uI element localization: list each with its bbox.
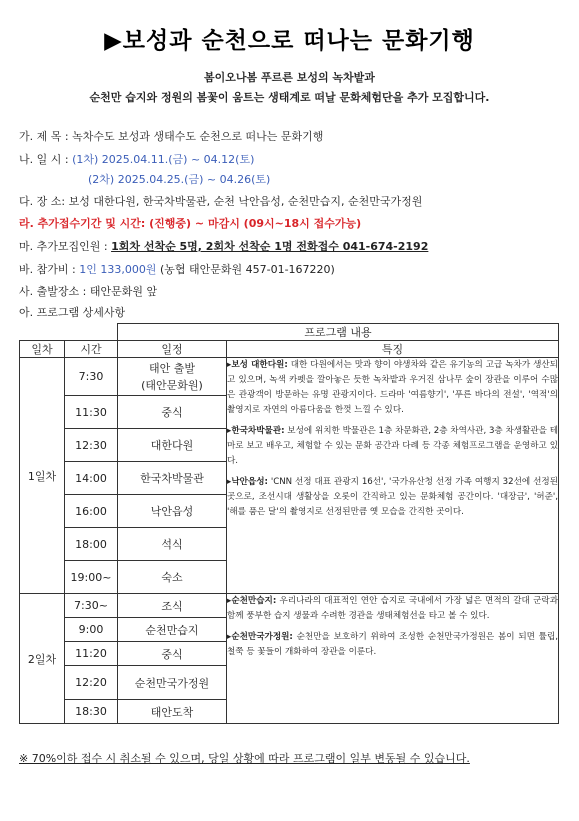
feature-tea-museum: ▸한국차박물관: 보성에 위치한 박물관은 1층 차문화관, 2층 차역사관, 3층 차생활관을 테마로 보고 배우고, 체험할 수 있는 문화 공간과 다례 등 각종 체험프로그램을 운영하고 있다. [227,426,559,466]
schedule-cell: 태안 출발 (태안문화원) [118,358,227,396]
info-date-row-2 [88,171,270,187]
time-cell: 7:30 [65,358,118,396]
time-cell: 19:00~ [65,561,118,594]
info-deadline-row: 라. 추가접수기간 및 시간: (진행중) ~ 마감시 (09시~18시 접수가능) [19,217,362,230]
time-cell: 14:00 [65,462,118,495]
info-title-value: 녹차수도 보성과 생태수도 순천으로 떠나는 문화기행 [72,130,324,143]
time-cell: 7:30~ [65,594,118,618]
info-recruit-value: 1회차 선착순 5명, 2회차 선착순 1명 전화접수 041-674-2192 [111,240,429,253]
info-recruit-label: 마. 추가모집인원 : [19,240,112,253]
col-feature-header: 특징 [227,341,559,358]
time-cell: 12:30 [65,429,118,462]
info-fee-label: 바. 참가비 : [19,263,80,276]
info-fee-row [19,261,335,277]
schedule-cell: 석식 [118,528,227,561]
schedule-cell: 조식 [118,594,227,618]
time-cell: 18:00 [65,528,118,561]
time-cell: 16:00 [65,495,118,528]
subtitle-line-2: 순천만 습지와 정원의 봄꽃이 움트는 생태계로 떠날 문화체험단을 추가 모집합니다. [89,91,490,104]
feature-naganeupseong: ▸낙안읍성: 'CNN 선정 대표 관광지 16선', '국가유산청 선정 가족 여행지 32선에 선정된 곳으로, 조선시대 생활상을 오롯이 간직하고 있는 문화체험 공간이다. '대장금', '허준', '해를 품은 달'의 촬영지로 선정된만큼 옛 모습을 간직한 곳이다. [227,477,559,517]
day1-label: 1일차 [20,358,65,594]
info-fee-price: 1인 133,000원 [79,263,157,276]
info-fee-account: (농협 태안문화원 457-01-167220) [156,263,335,276]
table-row [20,594,559,618]
schedule-cell: 중식 [118,642,227,666]
time-cell: 18:30 [65,700,118,724]
time-cell: 11:30 [65,396,118,429]
info-place-value: 보성 대한다원, 한국차박물관, 순천 낙안읍성, 순천만습지, 순천만국가정원 [68,195,423,208]
col-day-header: 일차 [20,341,65,358]
schedule-cell: 중식 [118,396,227,429]
feature-boseong: ▸보성 대한다원: 대한 다원에서는 맛과 향이 야생차와 같은 유기농의 고급 녹차가 생산되고 있으며, 녹색 카펫을 깔아놓은 듯한 녹차밭과 우거진 삼나무 숲이 장관을 이루어 수많은 관광객이 방문하는 유명 관광지이다. 드라마 '여름향기', '푸른 바다의 전설', '역적'의 촬영지로 자연의 아름다움을 한껏 느낄 수 있다. [227,360,559,415]
col-schedule-header: 일정 [118,341,227,358]
info-departure-row: 사. 출발장소 : 태안문화원 앞 [19,285,158,298]
info-date-label: 나. 일 시 : [19,153,73,166]
day1-features [227,358,559,594]
day2-features [227,594,559,724]
info-place-label: 다. 장 소: [19,195,69,208]
time-cell: 9:00 [65,618,118,642]
schedule-cell: 숙소 [118,561,227,594]
program-header: 프로그램 내용 [118,324,559,341]
table-row [20,358,559,396]
schedule-cell: 대한다원 [118,429,227,462]
col-time-header: 시간 [65,341,118,358]
program-table [19,323,559,724]
info-date-1: (1차) 2025.04.11.(금) ~ 04.12(토) [72,153,255,166]
feature-suncheon-garden: ▸순천만국가정원: 순천만을 보호하기 위하여 조성한 순천만국가정원은 봄이 되면 튤립, 철쭉 등 꽃들이 개화하여 장관을 이룬다. [227,632,559,657]
info-date-2: (2차) 2025.04.25.(금) ~ 04.26(토) [88,173,271,186]
schedule-cell: 한국차박물관 [118,462,227,495]
schedule-cell: 낙안읍성 [118,495,227,528]
time-cell: 11:20 [65,642,118,666]
page-title: ▶보성과 순천으로 떠나는 문화기행 [104,28,475,54]
day2-label: 2일차 [20,594,65,724]
schedule-cell: 순천만습지 [118,618,227,642]
info-program-heading: 아. 프로그램 상세사항 [19,306,126,319]
schedule-cell: 태안도착 [118,700,227,724]
info-place-row [19,193,422,209]
info-title-row [19,128,323,144]
info-title-label: 가. 제 목 : [19,130,73,143]
schedule-cell: 순천만국가정원 [118,666,227,700]
time-cell: 12:20 [65,666,118,700]
feature-suncheon-wetland: ▸순천만습지: 우리나라의 대표적인 연안 습지로 국내에서 가장 넓은 면적의 갈대 군락과 함께 풍부한 습지 생물과 수려한 경관을 생태체험선을 타고 볼 수 있다. [227,596,559,621]
info-date-row [19,151,254,167]
info-recruit-row [19,238,428,254]
subtitle-line-1: 봄이오나봄 푸르른 보성의 녹차밭과 [204,71,375,84]
footnote: ※ 70%이하 접수 시 취소될 수 있으며, 당일 상황에 따라 프로그램이 일부 변동될 수 있습니다. [19,752,470,765]
